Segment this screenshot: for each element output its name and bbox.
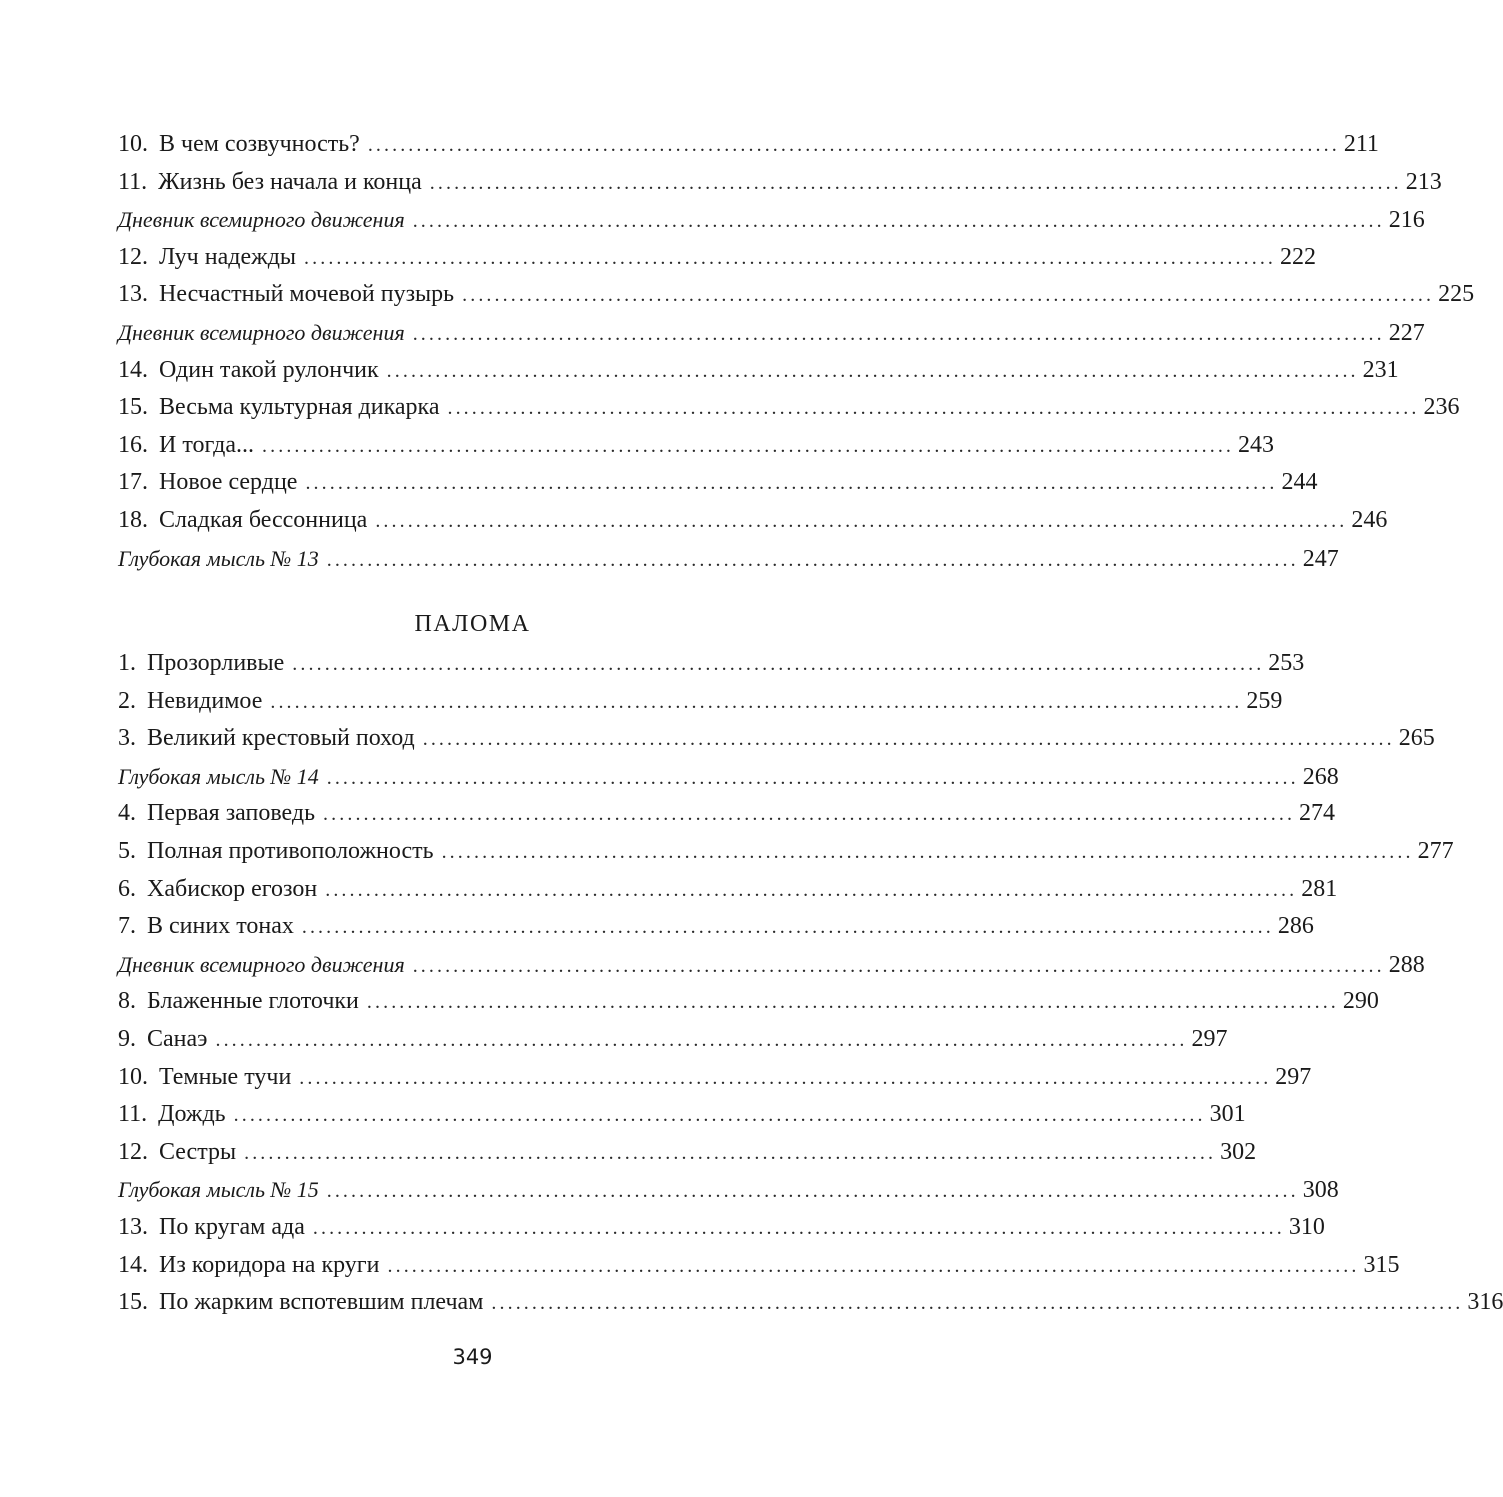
chapter-title: Сестры bbox=[159, 1138, 237, 1165]
chapter-number: 1. bbox=[118, 650, 136, 676]
dot-leader: ........................................................................................................................ bbox=[244, 1141, 1217, 1164]
page-reference: 310 bbox=[1288, 1213, 1325, 1240]
chapter-number: 5. bbox=[118, 837, 136, 864]
page-reference: 277 bbox=[1417, 837, 1454, 864]
section-title: ПАЛОМА bbox=[414, 611, 531, 637]
page-reference: 301 bbox=[1209, 1101, 1246, 1128]
toc-list-part-2 bbox=[118, 645, 1503, 1322]
dot-leader: ........................................................................................................................ bbox=[326, 548, 1299, 571]
chapter-title: Глубокая мысль № 13 bbox=[118, 545, 319, 571]
dot-leader: ........................................................................................................................ bbox=[304, 246, 1277, 269]
toc-chapter-entry bbox=[118, 464, 1318, 502]
toc-chapter-entry bbox=[118, 126, 1379, 164]
dot-leader: ........................................................................................................................ bbox=[312, 1216, 1285, 1239]
page-reference: 243 bbox=[1238, 431, 1275, 458]
chapter-number: 13. bbox=[118, 281, 148, 308]
dot-leader: ........................................................................................................................ bbox=[422, 728, 1395, 751]
chapter-number: 14. bbox=[118, 1251, 148, 1278]
toc-chapter-entry bbox=[118, 795, 1336, 833]
page-reference: 216 bbox=[1388, 207, 1425, 234]
page-reference: 281 bbox=[1301, 875, 1338, 902]
page-reference: 308 bbox=[1302, 1177, 1339, 1204]
chapter-number: 10. bbox=[118, 131, 148, 157]
chapter-title: По кругам ада bbox=[159, 1213, 305, 1240]
toc-chapter-entry bbox=[118, 683, 1283, 721]
chapter-title: Дневник всемирного движения bbox=[118, 951, 405, 977]
toc-chapter-entry bbox=[118, 276, 1475, 314]
toc-chapter-entry bbox=[118, 908, 1314, 946]
page-reference: 225 bbox=[1438, 281, 1475, 308]
dot-leader: ........................................................................................................................ bbox=[305, 472, 1278, 495]
page-number: 349 bbox=[452, 1345, 493, 1369]
toc-chapter-entry bbox=[118, 427, 1275, 465]
chapter-number: 18. bbox=[118, 506, 148, 533]
dot-leader: ........................................................................................................................ bbox=[270, 690, 1243, 713]
page-reference: 265 bbox=[1398, 725, 1435, 752]
chapter-title: Санаэ bbox=[147, 1025, 208, 1052]
page-reference: 253 bbox=[1268, 650, 1305, 676]
dot-leader: ........................................................................................................................ bbox=[326, 766, 1299, 789]
dot-leader: ........................................................................................................................ bbox=[326, 1180, 1299, 1203]
toc-interlude-entry bbox=[118, 758, 1339, 796]
chapter-title: Один такой рулончик bbox=[159, 356, 379, 383]
page-reference: 244 bbox=[1281, 469, 1318, 496]
dot-leader: ........................................................................................................................ bbox=[429, 171, 1402, 194]
toc-interlude-entry bbox=[118, 201, 1425, 239]
chapter-number: 17. bbox=[118, 469, 148, 496]
toc-chapter-entry bbox=[118, 1059, 1312, 1097]
dot-leader: ........................................................................................................................ bbox=[262, 434, 1235, 457]
dot-leader: ........................................................................................................................ bbox=[375, 509, 1348, 532]
chapter-title: Первая заповедь bbox=[147, 800, 316, 827]
chapter-title: И тогда... bbox=[159, 431, 255, 458]
chapter-number: 13. bbox=[118, 1213, 148, 1240]
toc-interlude-entry bbox=[118, 1171, 1339, 1209]
dot-leader: ........................................................................................................................ bbox=[412, 954, 1385, 977]
dot-leader: ........................................................................................................................ bbox=[325, 878, 1298, 901]
chapter-title: Дождь bbox=[158, 1101, 226, 1128]
page-reference: 211 bbox=[1343, 131, 1379, 157]
page-reference: 288 bbox=[1388, 951, 1425, 978]
page-reference: 315 bbox=[1363, 1251, 1400, 1278]
chapter-number: 11. bbox=[118, 1101, 148, 1128]
toc-chapter-entry bbox=[118, 352, 1399, 390]
chapter-number: 12. bbox=[118, 243, 148, 270]
chapter-number: 9. bbox=[118, 1025, 136, 1052]
chapter-number: 14. bbox=[118, 356, 148, 383]
page-reference: 268 bbox=[1302, 763, 1339, 790]
chapter-title: Новое сердце bbox=[159, 469, 298, 496]
page-reference: 222 bbox=[1280, 243, 1317, 270]
chapter-title: По жарким вспотевшим плечам bbox=[159, 1289, 484, 1316]
dot-leader: ........................................................................................................................ bbox=[491, 1292, 1464, 1315]
dot-leader: ........................................................................................................................ bbox=[215, 1028, 1188, 1051]
page-reference: 297 bbox=[1191, 1025, 1228, 1052]
chapter-title: Дневник всемирного движения bbox=[118, 207, 405, 233]
toc-chapter-entry bbox=[118, 502, 1388, 540]
toc-chapter-entry bbox=[118, 833, 1454, 871]
dot-leader: ........................................................................................................................ bbox=[441, 840, 1414, 863]
chapter-title: Жизнь без начала и конца bbox=[158, 168, 422, 195]
chapter-title: Из коридора на круги bbox=[159, 1251, 380, 1278]
chapter-title: Несчастный мочевой пузырь bbox=[159, 281, 455, 308]
chapter-title: Глубокая мысль № 15 bbox=[118, 1177, 319, 1203]
toc-chapter-entry bbox=[118, 164, 1442, 202]
chapter-number: 16. bbox=[118, 431, 148, 458]
dot-leader: ........................................................................................................................ bbox=[292, 653, 1265, 675]
chapter-number: 15. bbox=[118, 1289, 148, 1316]
chapter-title: В синих тонах bbox=[147, 913, 294, 940]
toc-chapter-entry bbox=[118, 1096, 1246, 1134]
toc-chapter-entry bbox=[118, 1134, 1257, 1172]
chapter-title: Прозорливые bbox=[147, 650, 285, 676]
toc-interlude-entry bbox=[118, 314, 1425, 352]
chapter-title: Луч надежды bbox=[159, 243, 297, 270]
chapter-number: 4. bbox=[118, 800, 136, 827]
page-reference: 297 bbox=[1275, 1063, 1312, 1090]
chapter-title: Великий крестовый поход bbox=[147, 725, 415, 752]
page-reference: 213 bbox=[1405, 168, 1442, 195]
toc-chapter-entry bbox=[118, 720, 1435, 758]
page-reference: 286 bbox=[1277, 913, 1314, 940]
dot-leader: ........................................................................................................................ bbox=[301, 916, 1274, 939]
dot-leader: ........................................................................................................................ bbox=[366, 991, 1339, 1014]
chapter-title: Блаженные глоточки bbox=[147, 988, 359, 1015]
dot-leader: ........................................................................................................................ bbox=[386, 359, 1359, 382]
dot-leader: ........................................................................................................................ bbox=[323, 803, 1296, 826]
chapter-number: 8. bbox=[118, 988, 136, 1015]
dot-leader: ........................................................................................................................ bbox=[412, 322, 1385, 345]
chapter-number: 2. bbox=[118, 687, 136, 714]
toc-chapter-entry bbox=[118, 1209, 1325, 1247]
chapter-title: Полная противоположность bbox=[147, 837, 434, 864]
toc-interlude-entry bbox=[118, 946, 1425, 984]
chapter-title: Хабискор егозон bbox=[147, 875, 318, 902]
page-reference: 302 bbox=[1220, 1138, 1257, 1165]
chapter-title: Сладкая бессонница bbox=[159, 506, 368, 533]
toc-interlude-entry bbox=[118, 540, 1339, 578]
page-reference: 247 bbox=[1302, 545, 1339, 572]
chapter-number: 10. bbox=[118, 1063, 148, 1090]
dot-leader: ........................................................................................................................ bbox=[367, 134, 1340, 156]
page-reference: 227 bbox=[1388, 319, 1425, 346]
chapter-number: 15. bbox=[118, 394, 148, 421]
toc-chapter-entry bbox=[118, 1284, 1503, 1322]
page-reference: 316 bbox=[1467, 1289, 1503, 1316]
chapter-title: Невидимое bbox=[147, 687, 263, 714]
chapter-number: 11. bbox=[118, 168, 148, 195]
toc-chapter-entry bbox=[118, 389, 1460, 427]
page-reference: 236 bbox=[1423, 394, 1460, 421]
dot-leader: ........................................................................................................................ bbox=[447, 397, 1420, 420]
page-reference: 231 bbox=[1362, 356, 1399, 383]
toc-chapter-entry bbox=[118, 239, 1317, 277]
chapter-title: Дневник всемирного движения bbox=[118, 319, 405, 345]
chapter-number: 3. bbox=[118, 725, 136, 752]
dot-leader: ........................................................................................................................ bbox=[299, 1066, 1272, 1089]
dot-leader: ........................................................................................................................ bbox=[233, 1104, 1206, 1127]
page-reference: 259 bbox=[1246, 687, 1283, 714]
dot-leader: ........................................................................................................................ bbox=[412, 210, 1385, 233]
toc-chapter-entry bbox=[118, 1021, 1228, 1059]
chapter-title: Весьма культурная дикарка bbox=[159, 394, 440, 421]
dot-leader: ........................................................................................................................ bbox=[462, 284, 1435, 307]
chapter-title: В чем созвучность? bbox=[159, 131, 360, 157]
page-reference: 246 bbox=[1351, 506, 1388, 533]
chapter-number: 6. bbox=[118, 875, 136, 902]
dot-leader: ........................................................................................................................ bbox=[387, 1254, 1360, 1277]
chapter-title: Глубокая мысль № 14 bbox=[118, 763, 319, 789]
page-reference: 274 bbox=[1299, 800, 1336, 827]
toc-chapter-entry bbox=[118, 1247, 1400, 1285]
toc-chapter-entry bbox=[118, 871, 1338, 909]
page-reference: 290 bbox=[1342, 988, 1379, 1015]
toc-list-part-1 bbox=[118, 126, 1475, 577]
toc-chapter-entry bbox=[118, 983, 1379, 1021]
chapter-title: Темные тучи bbox=[159, 1063, 292, 1090]
chapter-number: 7. bbox=[118, 913, 136, 940]
toc-chapter-entry bbox=[118, 645, 1305, 683]
chapter-number: 12. bbox=[118, 1138, 148, 1165]
